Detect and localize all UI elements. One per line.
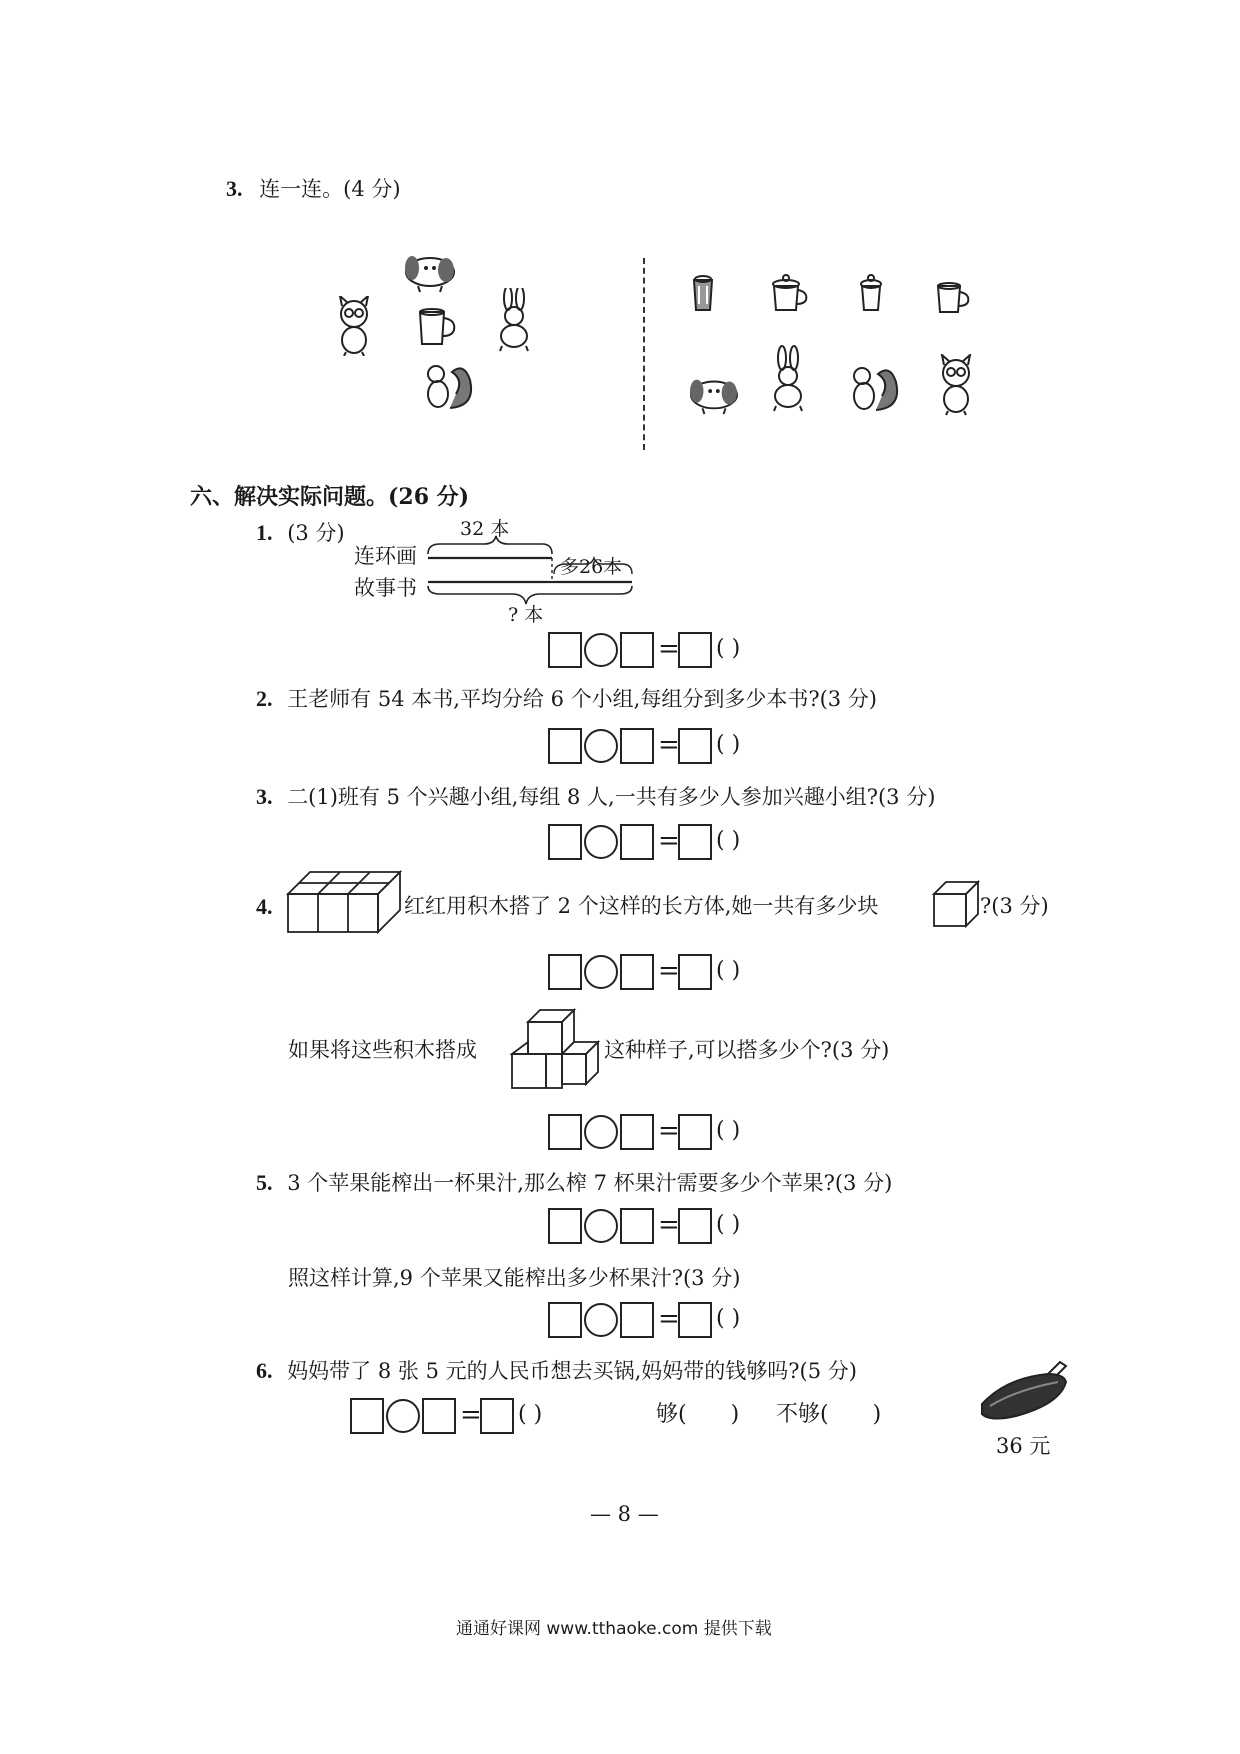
unit-parentheses[interactable]: ( ) bbox=[716, 828, 741, 853]
unit-parentheses[interactable]: ( ) bbox=[716, 958, 741, 983]
problem-number: 6. bbox=[256, 1358, 273, 1383]
problem-text: 妈妈带了 8 张 5 元的人民币想去买锅,妈妈带的钱够吗?(5 分) bbox=[287, 1359, 857, 1383]
cat-icon[interactable] bbox=[332, 296, 376, 356]
footer-credit: 通通好课网 www.tthaoke.com 提供下载 bbox=[456, 1619, 772, 1639]
operator-circle[interactable] bbox=[584, 1303, 618, 1337]
problem-5 bbox=[256, 1172, 892, 1194]
answer-equation-4b bbox=[548, 1114, 808, 1152]
problem-1-heading bbox=[256, 522, 345, 544]
unit-parentheses[interactable]: ( ) bbox=[716, 636, 741, 661]
answer-equation-5b bbox=[548, 1302, 808, 1340]
operator-circle[interactable] bbox=[584, 1115, 618, 1149]
answer-box[interactable] bbox=[548, 824, 582, 860]
cube-icon bbox=[932, 880, 980, 928]
dog-icon[interactable] bbox=[680, 370, 748, 416]
equals-sign: = bbox=[658, 1116, 680, 1146]
answer-box[interactable] bbox=[548, 1302, 582, 1338]
answer-equation-5a bbox=[548, 1208, 808, 1246]
squirrel-icon[interactable] bbox=[846, 360, 902, 416]
equals-sign: = bbox=[658, 1210, 680, 1240]
question-3-heading bbox=[226, 178, 401, 200]
problem-text: 王老师有 54 本书,平均分给 6 个小组,每组分到多少本书?(3 分) bbox=[287, 687, 878, 711]
answer-box[interactable] bbox=[678, 824, 712, 860]
problem-text: 二(1)班有 5 个兴趣小组,每组 8 人,一共有多少人参加兴趣小组?(3 分) bbox=[287, 785, 936, 809]
problem-2 bbox=[256, 688, 877, 710]
problem-3 bbox=[256, 786, 935, 808]
operator-circle[interactable] bbox=[584, 633, 618, 667]
unit-parentheses[interactable]: ( ) bbox=[716, 1306, 741, 1331]
cup-with-lid-icon[interactable] bbox=[768, 274, 812, 314]
answer-box[interactable] bbox=[548, 954, 582, 990]
line-segment-diagram bbox=[426, 534, 636, 610]
dashed-divider bbox=[643, 258, 645, 450]
answer-box[interactable] bbox=[620, 1208, 654, 1244]
answer-equation-3 bbox=[548, 824, 808, 862]
answer-box[interactable] bbox=[620, 1114, 654, 1150]
rabbit-icon[interactable] bbox=[490, 288, 538, 352]
problem-4-sub-b: 这种样子,可以搭多少个?(3 分) bbox=[604, 1038, 890, 1062]
cuboid-blocks-figure bbox=[286, 868, 404, 936]
section-6-heading: 六、解决实际问题。(26 分) bbox=[190, 484, 470, 510]
diagram-label-bottom: ? 本 bbox=[508, 604, 544, 626]
unit-parentheses[interactable]: ( ) bbox=[716, 732, 741, 757]
operator-circle[interactable] bbox=[584, 1209, 618, 1243]
question-title: 连一连。(4 分) bbox=[259, 177, 401, 201]
answer-box[interactable] bbox=[678, 954, 712, 990]
narrow-cup-icon[interactable] bbox=[856, 274, 886, 314]
problem-number: 3. bbox=[256, 784, 273, 809]
diagram-row-comic: 连环画 bbox=[354, 544, 417, 568]
answer-box[interactable] bbox=[548, 1114, 582, 1150]
answer-equation-2 bbox=[548, 728, 808, 766]
operator-circle[interactable] bbox=[584, 825, 618, 859]
wok-icon bbox=[976, 1356, 1074, 1434]
rabbit-icon[interactable] bbox=[764, 344, 812, 416]
answer-box[interactable] bbox=[548, 632, 582, 668]
equals-sign: = bbox=[658, 730, 680, 760]
cross-blocks-figure bbox=[510, 1000, 602, 1100]
answer-box[interactable] bbox=[620, 1302, 654, 1338]
answer-equation-4a bbox=[548, 954, 808, 992]
cat-icon[interactable] bbox=[934, 354, 978, 416]
operator-circle[interactable] bbox=[584, 955, 618, 989]
answer-box[interactable] bbox=[678, 632, 712, 668]
equals-sign: = bbox=[658, 1304, 680, 1334]
diagram-label-more: 多26本 bbox=[560, 556, 623, 578]
answer-box[interactable] bbox=[678, 1114, 712, 1150]
cup-icon[interactable] bbox=[414, 306, 458, 348]
answer-box[interactable] bbox=[678, 728, 712, 764]
problem-number: 2. bbox=[256, 686, 273, 711]
operator-circle[interactable] bbox=[584, 729, 618, 763]
problem-number: 5. bbox=[256, 1170, 273, 1195]
unit-parentheses[interactable]: ( ) bbox=[716, 1212, 741, 1237]
answer-box[interactable] bbox=[678, 1302, 712, 1338]
problem-text: 3 个苹果能榨出一杯果汁,那么榨 7 杯果汁需要多少个苹果?(3 分) bbox=[287, 1171, 893, 1195]
answer-box[interactable] bbox=[350, 1398, 384, 1434]
problem-4-text-b: ?(3 分) bbox=[980, 894, 1049, 918]
answer-box[interactable] bbox=[620, 824, 654, 860]
enough-option[interactable]: 够( ) bbox=[656, 1402, 740, 1427]
question-number: 3. bbox=[226, 176, 243, 201]
mug-icon[interactable] bbox=[934, 280, 974, 316]
problem-4-number: 4. bbox=[256, 894, 273, 919]
problem-score: (3 分) bbox=[287, 521, 345, 545]
equals-sign: = bbox=[460, 1400, 482, 1430]
equals-sign: = bbox=[658, 826, 680, 856]
diagram-row-story: 故事书 bbox=[354, 576, 417, 600]
page-number: — 8 — bbox=[590, 1502, 659, 1526]
answer-box[interactable] bbox=[678, 1208, 712, 1244]
unit-parentheses[interactable]: ( ) bbox=[716, 1118, 741, 1143]
problem-4-text-a: 红红用积木搭了 2 个这样的长方体,她一共有多少块 bbox=[404, 894, 879, 918]
answer-box[interactable] bbox=[548, 1208, 582, 1244]
wok-price: 36 元 bbox=[996, 1434, 1051, 1458]
squirrel-icon[interactable] bbox=[420, 360, 476, 412]
not-enough-option[interactable]: 不够( ) bbox=[776, 1402, 882, 1427]
answer-box[interactable] bbox=[620, 954, 654, 990]
operator-circle[interactable] bbox=[386, 1399, 420, 1433]
answer-equation-6 bbox=[350, 1398, 610, 1436]
answer-box[interactable] bbox=[422, 1398, 456, 1434]
answer-equation-1 bbox=[548, 632, 808, 670]
dog-icon[interactable] bbox=[398, 246, 462, 294]
equals-sign: = bbox=[658, 634, 680, 664]
tall-cup-icon[interactable] bbox=[690, 274, 716, 314]
equals-sign: = bbox=[658, 956, 680, 986]
problem-6 bbox=[256, 1360, 857, 1382]
answer-box[interactable] bbox=[620, 632, 654, 668]
answer-box[interactable] bbox=[480, 1398, 514, 1434]
diagram-label-top: 32 本 bbox=[460, 518, 510, 540]
unit-parentheses[interactable]: ( ) bbox=[518, 1402, 543, 1427]
answer-box[interactable] bbox=[548, 728, 582, 764]
answer-box[interactable] bbox=[620, 728, 654, 764]
problem-5-sub: 照这样计算,9 个苹果又能榨出多少杯果汁?(3 分) bbox=[288, 1266, 741, 1290]
problem-4-sub-a: 如果将这些积木搭成 bbox=[288, 1038, 477, 1062]
problem-number: 1. bbox=[256, 520, 273, 545]
